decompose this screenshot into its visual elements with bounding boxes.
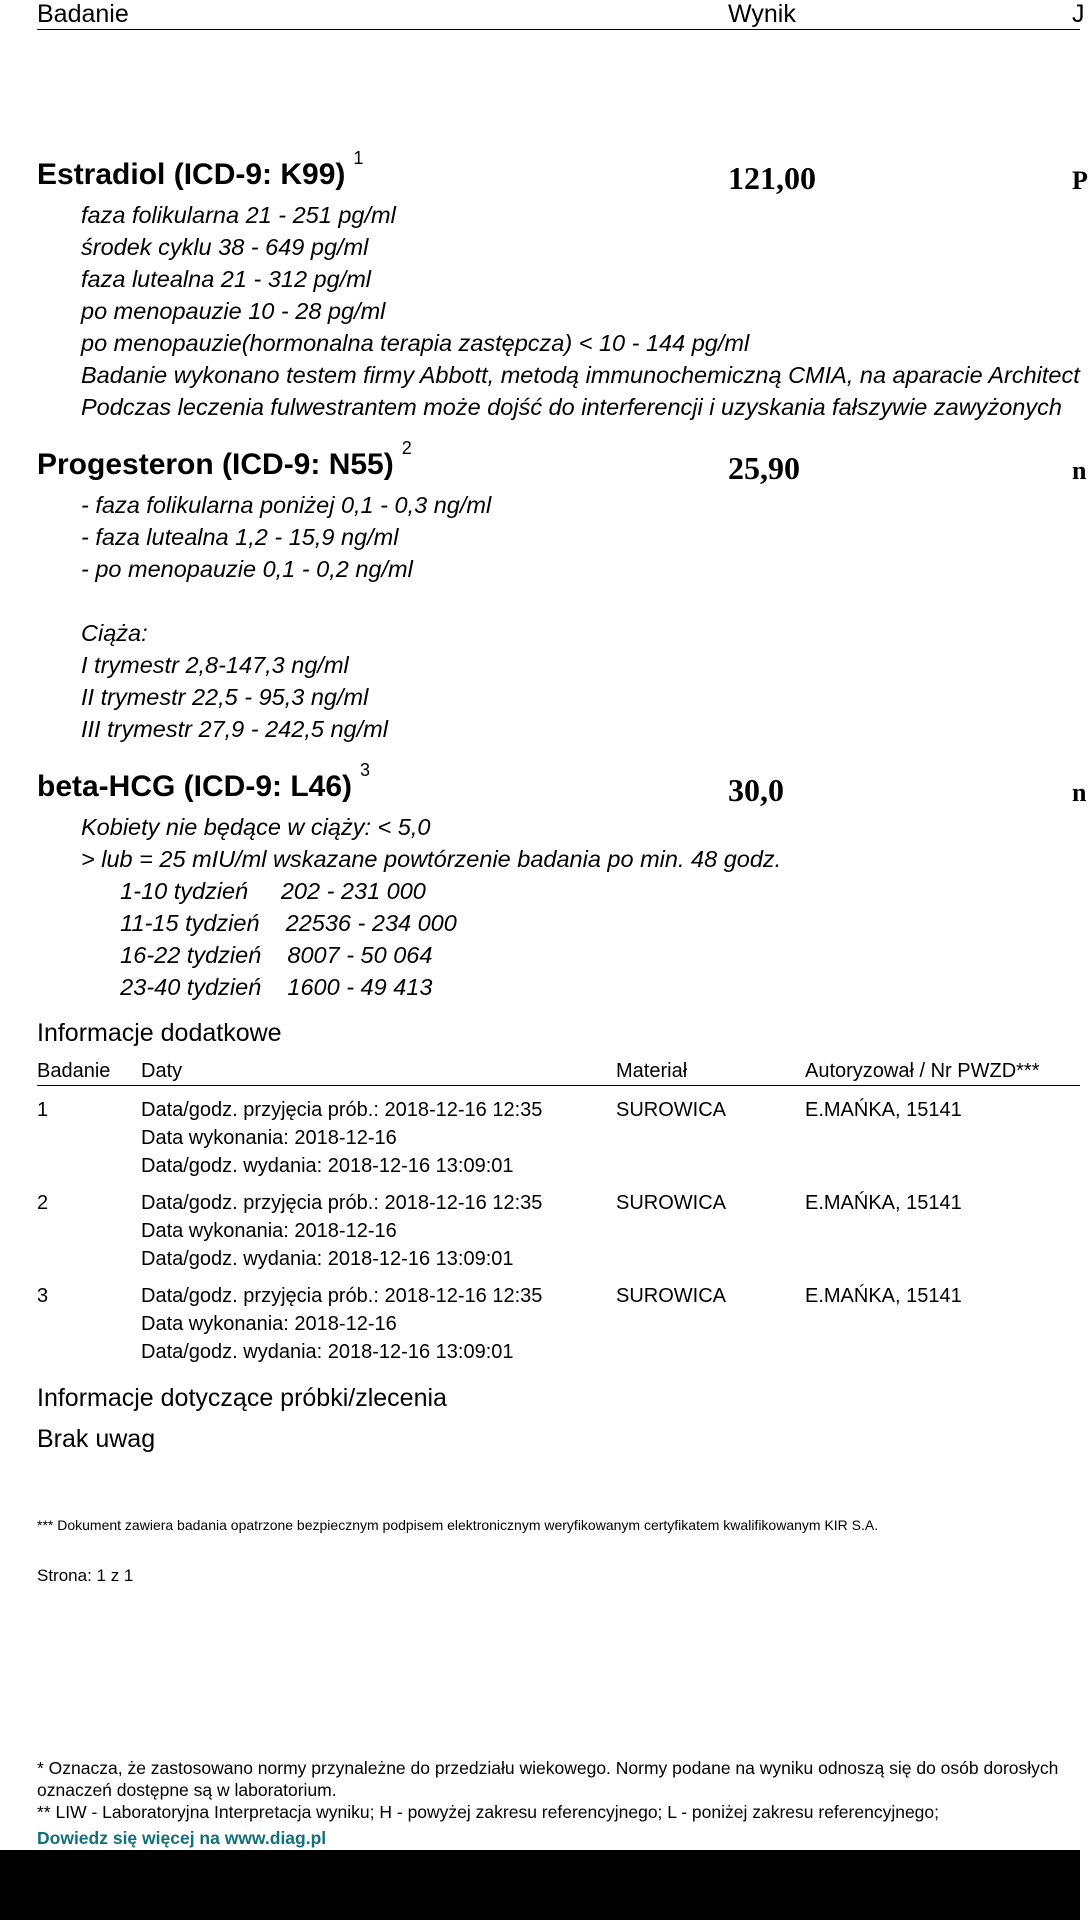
row-date-issued: Data/godz. wydania: 2018-12-16 13:09:01 [141, 1248, 514, 1270]
norm-line: 23-40 tydzień 1600 - 49 413 [81, 974, 433, 1000]
test-title-beta-hcg [37, 760, 371, 804]
table-header-dates: Daty [141, 1060, 183, 1082]
test-title-progesteron [37, 438, 412, 482]
row-date-issued: Data/godz. wydania: 2018-12-16 13:09:01 [141, 1341, 514, 1363]
norm-line: Ciąża: [81, 620, 148, 646]
table-header-rule [37, 1085, 1080, 1086]
norm-line: - faza folikularna poniżej 0,1 - 0,3 ng/ml [81, 492, 492, 518]
norm-line: 11-15 tydzień 22536 - 234 000 [81, 910, 457, 936]
norm-line: - po menopauzie 0,1 - 0,2 ng/ml [81, 556, 413, 582]
table-header-material: Materiał [616, 1060, 688, 1082]
row-test-id: 2 [37, 1192, 49, 1214]
norm-line: - faza lutealna 1,2 - 15,9 ng/ml [81, 524, 399, 550]
header-col-test: Badanie [37, 0, 129, 28]
header-col-cut: J [1072, 0, 1085, 28]
row-date-received: Data/godz. przyjęcia prób.: 2018-12-16 12:35 [141, 1192, 543, 1214]
norm-line: faza lutealna 21 - 312 pg/ml [81, 266, 372, 292]
test-result-estradiol: 121,00 [728, 160, 816, 196]
norm-line: po menopauzie 10 - 28 pg/ml [81, 298, 386, 324]
norm-line: III trymestr 27,9 - 242,5 ng/ml [81, 716, 388, 742]
row-authorized: E.MAŃKA, 15141 [805, 1285, 962, 1307]
table-header-test: Badanie [37, 1060, 111, 1082]
bottom-black-bar [0, 1850, 1080, 1920]
norm-line: Badanie wykonano testem firmy Abbott, metodą immunochemiczną CMIA, na aparacie Architect [81, 362, 1080, 388]
test-result-beta-hcg: 30,0 [728, 772, 784, 808]
test-flag-estradiol: P [1072, 166, 1088, 195]
norm-line: po menopauzie(hormonalna terapia zastępcza) < 10 - 144 pg/ml [81, 330, 750, 356]
row-test-id: 3 [37, 1285, 49, 1307]
test-flag-progesteron: n [1072, 456, 1087, 485]
header-rule [37, 29, 1080, 30]
page-number: Strona: 1 z 1 [37, 1566, 134, 1585]
row-date-performed: Data wykonania: 2018-12-16 [141, 1127, 397, 1149]
sample-info-title: Informacje dotyczące próbki/zlecenia [37, 1384, 447, 1412]
header-col-result: Wynik [728, 0, 796, 28]
norm-line: 1-10 tydzień 202 - 231 000 [81, 878, 426, 904]
row-authorized: E.MAŃKA, 15141 [805, 1099, 962, 1121]
row-test-id: 1 [37, 1099, 49, 1121]
norm-line: I trymestr 2,8-147,3 ng/ml [81, 652, 349, 678]
signature-note: *** Dokument zawiera badania opatrzone bezpiecznym podpisem elektronicznym weryfikowanym certyfikatem kwalifikowanym KIR S.A. [37, 1517, 879, 1533]
test-title-text: beta-HCG (ICD-9: L46) [37, 770, 353, 803]
row-authorized: E.MAŃKA, 15141 [805, 1192, 962, 1214]
norm-line: faza folikularna 21 - 251 pg/ml [81, 202, 396, 228]
norm-line: środek cyklu 38 - 649 pg/ml [81, 234, 369, 260]
additional-info-title: Informacje dodatkowe [37, 1019, 282, 1047]
norm-line: 16-22 tydzień 8007 - 50 064 [81, 942, 433, 968]
norm-line: > lub = 25 mIU/ml wskazane powtórzenie badania po min. 48 godz. [81, 846, 782, 872]
footer-note-liw: ** LIW - Laboratoryjna Interpretacja wyniku; H - powyżej zakresu referencyjnego; L - poniżej zakresu referencyjnego; [37, 1802, 940, 1822]
row-material: SUROWICA [616, 1192, 726, 1214]
norm-line: II trymestr 22,5 - 95,3 ng/ml [81, 684, 369, 710]
norm-line: Kobiety nie będące w ciąży: < 5,0 [81, 814, 431, 840]
test-title-estradiol [37, 148, 364, 192]
table-header-authorized: Autoryzował / Nr PWZD*** [805, 1060, 1040, 1082]
row-material: SUROWICA [616, 1285, 726, 1307]
test-ref: 3 [360, 760, 371, 780]
test-title-text: Progesteron (ICD-9: N55) [37, 448, 394, 481]
row-date-performed: Data wykonania: 2018-12-16 [141, 1313, 397, 1335]
row-date-performed: Data wykonania: 2018-12-16 [141, 1220, 397, 1242]
test-title-text: Estradiol (ICD-9: K99) [37, 158, 346, 191]
row-material: SUROWICA [616, 1099, 726, 1121]
row-date-received: Data/godz. przyjęcia prób.: 2018-12-16 12:35 [141, 1099, 543, 1121]
norm-line: Podczas leczenia fulwestrantem może dojść do interferencji i uzyskania fałszywie zawyżonych [81, 394, 1062, 420]
row-date-issued: Data/godz. wydania: 2018-12-16 13:09:01 [141, 1155, 514, 1177]
footer-note-age-norms: * Oznacza, że zastosowano normy przynależne do przedziału wiekowego. Normy podane na wyniku odnoszą się do osób dorosłych [37, 1758, 1059, 1778]
footer-note-availability: oznaczeń dostępne są w laboratorium. [37, 1780, 337, 1800]
test-ref: 1 [353, 148, 364, 168]
test-ref: 2 [401, 438, 412, 458]
sample-info-note: Brak uwag [37, 1425, 156, 1453]
footer-link-diag[interactable]: Dowiedz się więcej na www.diag.pl [37, 1828, 327, 1848]
test-result-progesteron: 25,90 [728, 450, 800, 486]
row-date-received: Data/godz. przyjęcia prób.: 2018-12-16 12:35 [141, 1285, 543, 1307]
test-flag-beta-hcg: n [1072, 778, 1087, 807]
